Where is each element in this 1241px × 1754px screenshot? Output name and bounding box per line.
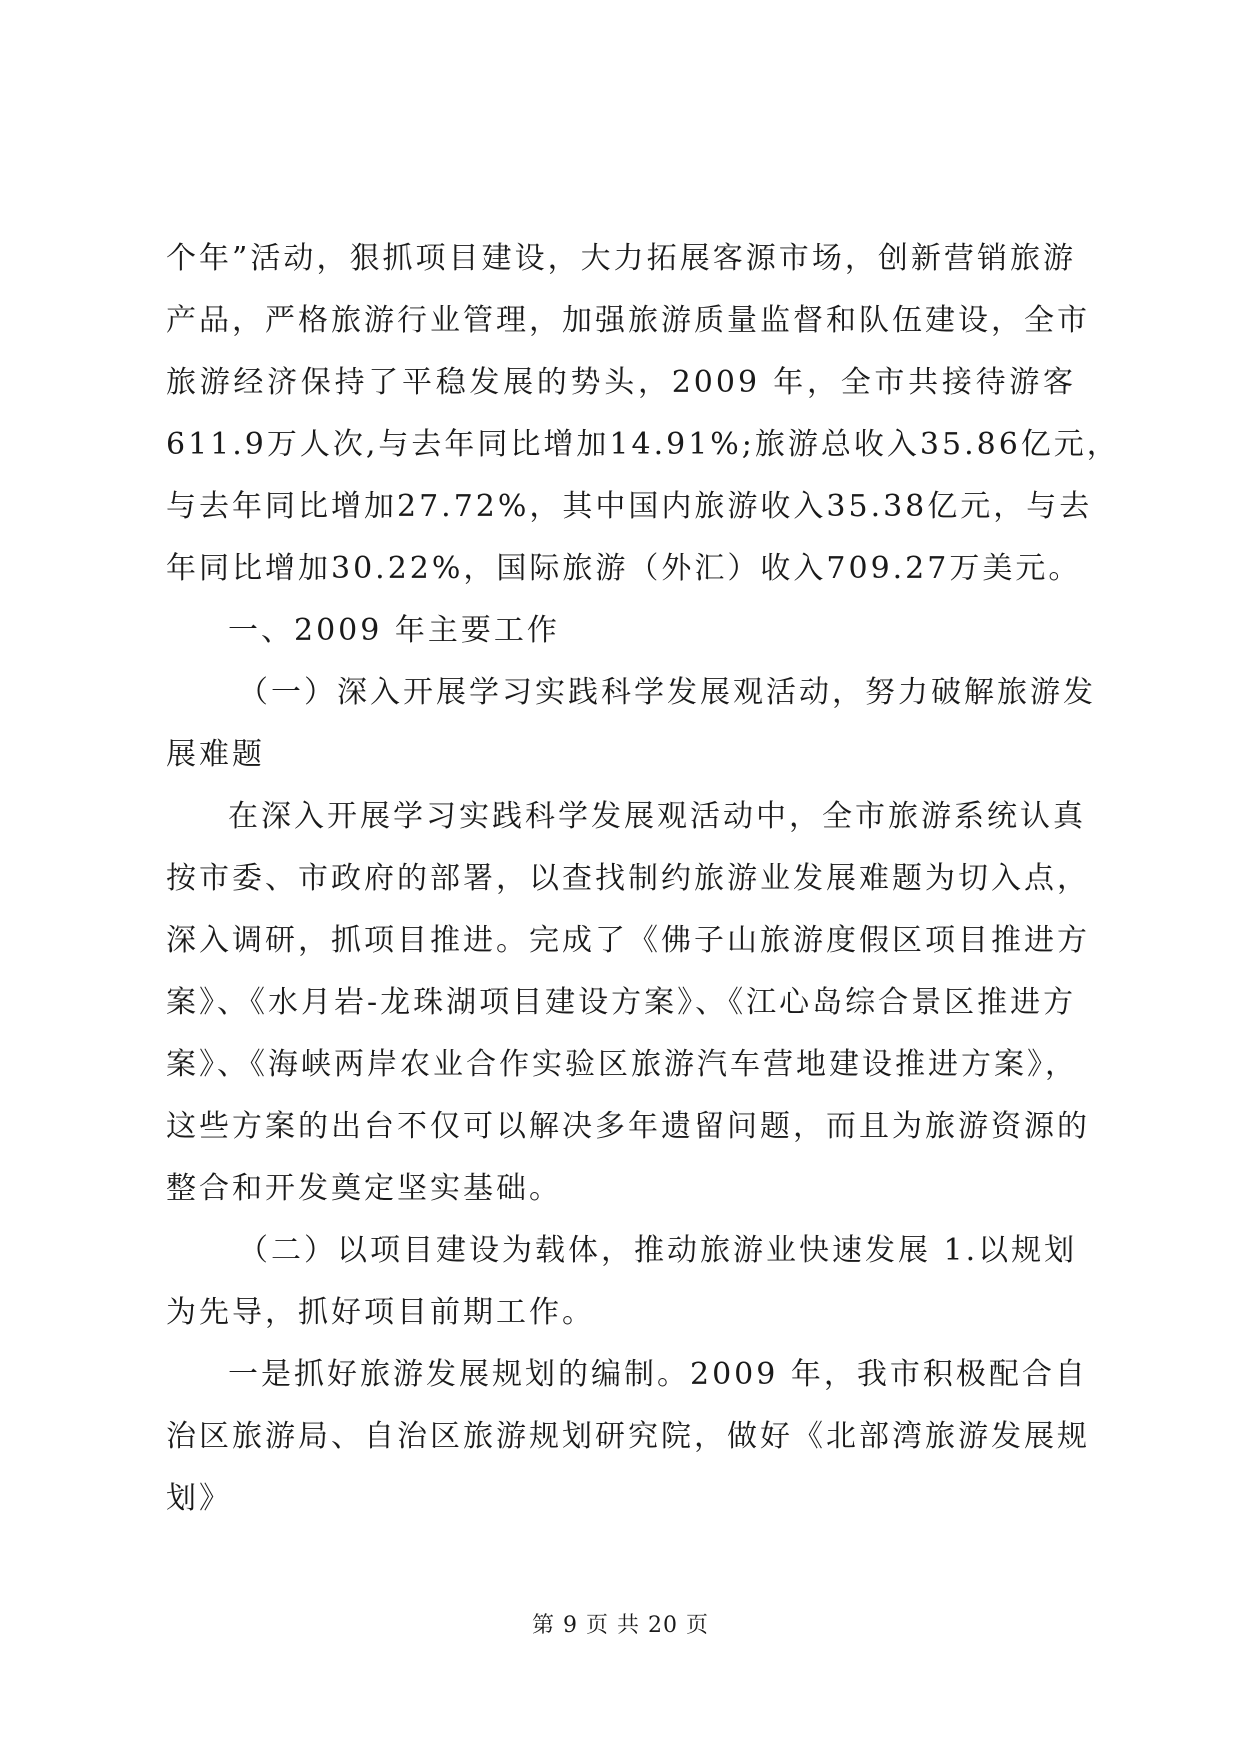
subsection-heading: （二）以项目建设为载体，推动旅游业快速发展 1.以规划 xyxy=(238,1233,1078,1268)
paragraph-line: 个年”活动，狠抓项目建设，大力拓展客源市场，创新营销旅游 xyxy=(166,241,1076,276)
paragraph-line: 这些方案的出台不仅可以解决多年遗留问题，而且为旅游资源的 xyxy=(166,1109,1090,1144)
paragraph-line: 产品，严格旅游行业管理，加强旅游质量监督和队伍建设，全市 xyxy=(166,303,1090,338)
section-heading: 一、2009 年主要工作 xyxy=(228,613,560,648)
paragraph-line: 一是抓好旅游发展规划的编制。2009 年，我市积极配合自 xyxy=(228,1357,1088,1392)
paragraph-line: 年同比增加30.22%，国际旅游（外汇）收入709.27万美元。 xyxy=(166,551,1082,586)
paragraph-line: 在深入开展学习实践科学发展观活动中，全市旅游系统认真 xyxy=(228,799,1086,834)
paragraph-line: 整合和开发奠定坚实基础。 xyxy=(166,1171,562,1206)
document-body xyxy=(166,228,1120,1530)
paragraph-line: 治区旅游局、自治区旅游规划研究院，做好《北部湾旅游发展规 xyxy=(166,1419,1090,1454)
paragraph-line: 深入调研，抓项目推进。完成了《佛子山旅游度假区项目推进方 xyxy=(166,923,1090,958)
subsection-heading-continued: 展难题 xyxy=(166,737,265,772)
subsection-heading-continued: 为先导，抓好项目前期工作。 xyxy=(166,1295,595,1330)
paragraph-line: 案》、《海峡两岸农业合作实验区旅游汽车营地建设推进方案》， xyxy=(166,1047,1078,1082)
subsection-heading: （一）深入开展学习实践科学发展观活动，努力破解旅游发 xyxy=(238,675,1096,710)
paragraph-line: 案》、《水月岩-龙珠湖项目建设方案》、《江心岛综合景区推进方 xyxy=(166,985,1077,1020)
page-number-footer: 第 9 页 共 20 页 xyxy=(532,1613,709,1638)
paragraph-line: 611.9万人次,与去年同比增加14.91%;旅游总收入35.86亿元， xyxy=(166,427,1120,462)
paragraph-line: 与去年同比增加27.72%，其中国内旅游收入35.38亿元，与去 xyxy=(166,489,1093,524)
paragraph-line: 按市委、市政府的部署，以查找制约旅游业发展难题为切入点， xyxy=(166,861,1090,896)
paragraph-line: 旅游经济保持了平稳发展的势头，2009 年，全市共接待游客 xyxy=(166,365,1076,400)
paragraph-line: 划》 xyxy=(166,1481,232,1516)
